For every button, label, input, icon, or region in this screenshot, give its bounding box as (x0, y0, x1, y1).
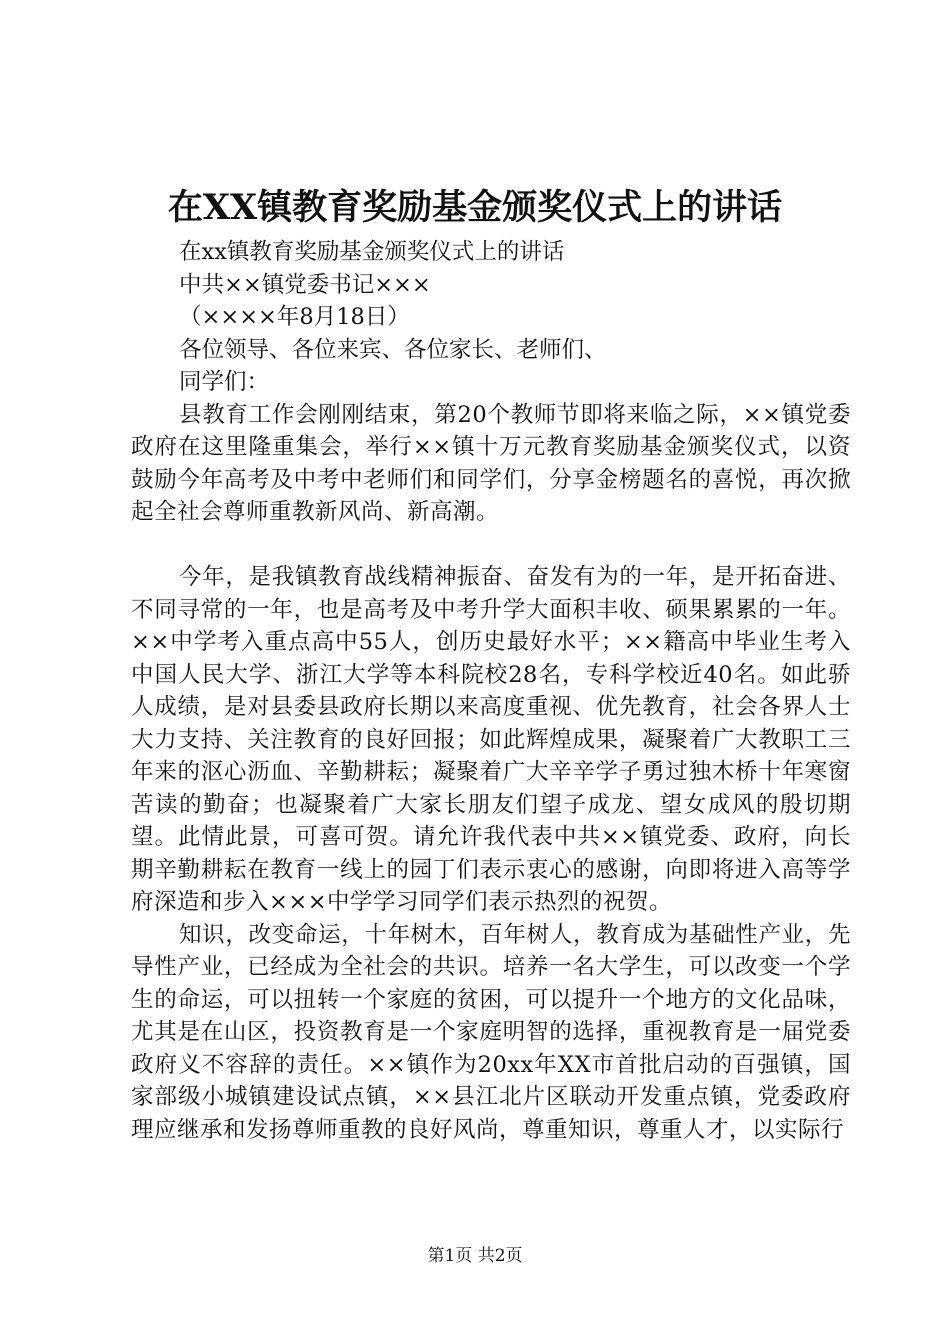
speech-subtitle: 在xx镇教育奖励基金颁奖仪式上的讲话 (179, 239, 565, 265)
salutation-line-2: 同学们： (179, 369, 270, 395)
date-line: （××××年8月18日） (179, 304, 410, 330)
paragraph-gap (131, 529, 851, 562)
paragraph-2: 今年，是我镇教育战线精神振奋、奋发有为的一年，是开拓奋进、不同寻常的一年，也是高考及中考升学大面积丰收、硕果累累的一年。××中学考入重点高中55人，创历史最好水平；××籍高中毕业生考入中国人民大学、浙江大学等本科院校28名，专科学校近40名。如此骄人成绩，是对县委县政府长期以来高度重视、优先教育，社会各界人士大力支持、关注教育的良好回报；如此辉煌成果，凝聚着广大教职工三年来的沤心沥血、辛勤耕耘；凝聚着广大辛辛学子勇过独木桥十年寒窗苦读的勤奋；也凝聚着广大家长朋友们望子成龙、望女成风的殷切期望。此情此景，可喜可贺。请允许我代表中共××镇党委、政府，向长期辛勤耕耘在教育一线上的园丁们表示衷心的感谢，向即将进入高等学府深造和步入×××中学学习同学们表示热烈的祝贺。 (131, 564, 851, 915)
page-footer: 第1页 共2页 (427, 1246, 523, 1266)
document-body (131, 236, 851, 1146)
salutation-line: 各位领导、各位来宾、各位家长、老师们、 (179, 336, 607, 363)
speaker-line: 中共××镇党委书记××× (179, 271, 431, 298)
paragraph-3: 知识，改变命运，十年树木，百年树人，教育成为基础性产业，先导性产业，已经成为全社会的共识。培养一名大学生，可以改变一个学生的命运，可以扭转一个家庭的贫困，可以提升一个地方的文化品味，尤其是在山区，投资教育是一个家庭明智的选择，重视教育是一届党委政府义不容辞的责任。××镇作为20xx年XX市首批启动的百强镇，国家部级小城镇建设试点镇，××县江北片区联动开发重点镇，党委政府理应继承和发扬尊师重教的良好风尚，尊重知识，尊重人才，以实际行 (131, 921, 851, 1143)
document-title: 在XX镇教育奖励基金颁奖仪式上的讲话 (167, 187, 783, 228)
paragraph-1: 县教育工作会刚刚结束，第20个教师节即将来临之际，××镇党委政府在这里隆重集会，举行××镇十万元教育奖励基金颁奖仪式，以资鼓励今年高考及中考中老师们和同学们，分享金榜题名的喜悦，再次掀起全社会尊师重教新风尚、新高潮。 (131, 401, 851, 525)
